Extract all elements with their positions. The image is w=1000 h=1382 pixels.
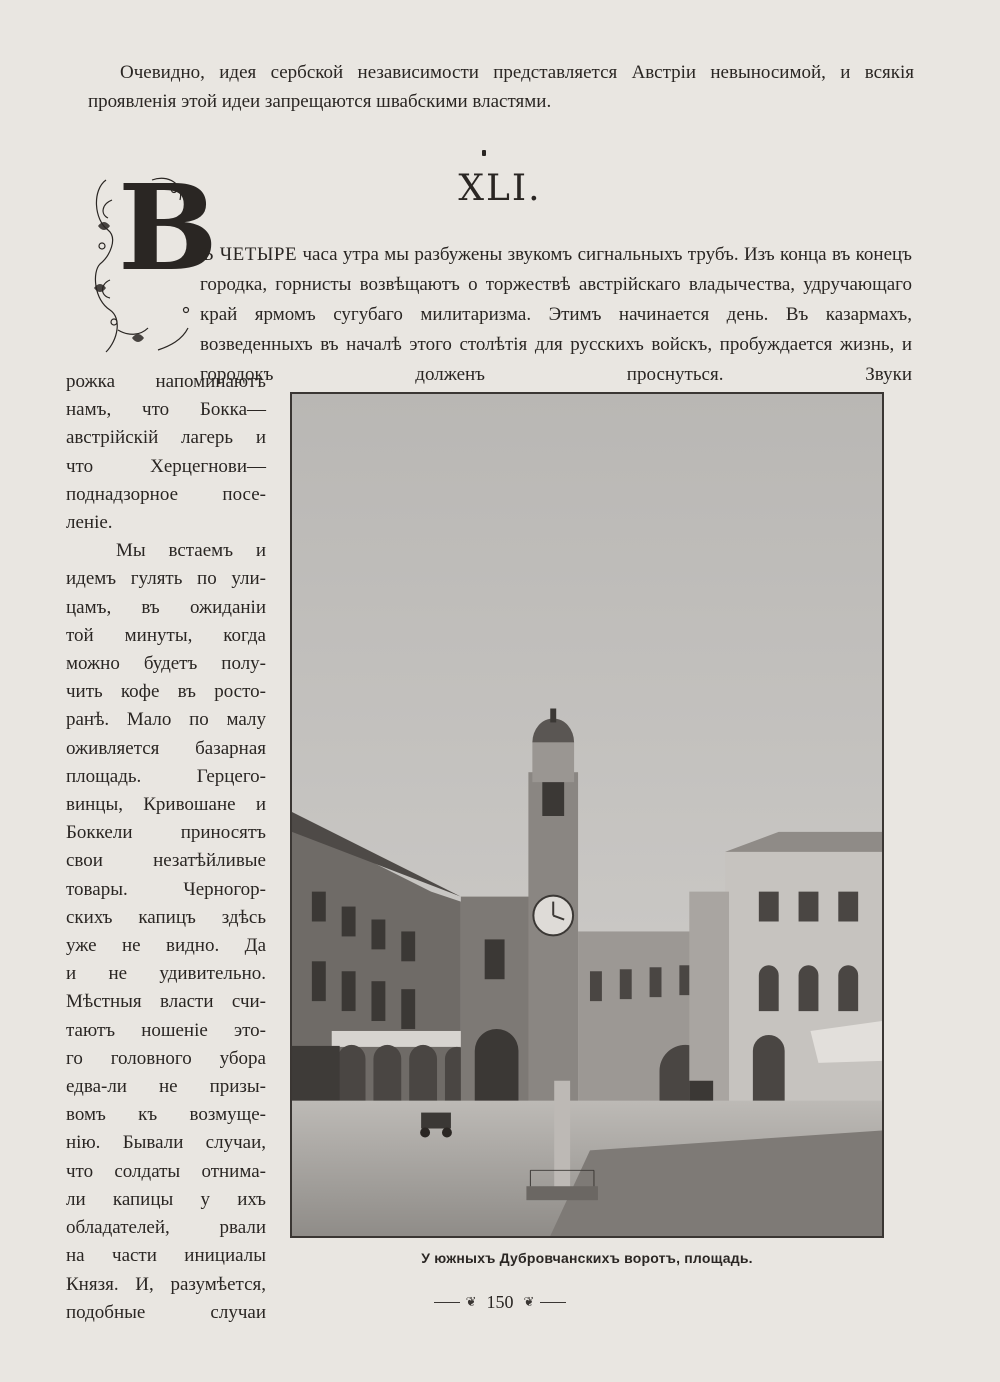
column-line: Князя. И, разумѣется,: [66, 1273, 266, 1295]
column-line: что солдаты отнима-: [66, 1160, 266, 1182]
column-line: винцы, Кривошане и: [66, 794, 266, 816]
column-line: вомъ къ возмуще-: [66, 1104, 266, 1126]
column-line: подобные случаи: [66, 1301, 266, 1323]
lead-caps: Ъ ЧЕТЫРЕ: [200, 244, 298, 265]
column-line: Мѣстныя власти счи-: [66, 991, 266, 1013]
column-line: идемъ гулять по ули-: [66, 568, 266, 590]
chapter-heading: XLI.: [458, 168, 542, 209]
column-line: площадь. Герцего-: [66, 765, 266, 787]
page-folio: [400, 1288, 600, 1316]
column-line: товары. Черногор-: [66, 878, 266, 900]
column-line: намъ, что Бокка—: [66, 399, 266, 421]
folio-ornament-left-icon: ❦: [465, 1294, 477, 1309]
column-line: чить кофе въ росто-: [66, 681, 266, 703]
column-paragraph-2: [66, 537, 266, 1327]
lead-text: часа утра мы разбужены звукомъ сигнальныхъ трубъ. Изъ конца въ конецъ городка, горнисты возвѣщаютъ о торжествѣ австрійскаго владычества, удручающаго край ярмомъ сугубаго милитаризма. Этимъ начинается день. Въ казармахъ, возведенныхъ въ началѣ этого столѣтія для русскихъ войскъ, пробуждается жизнь, и городокъ долженъ проснуться. Звуки: [200, 244, 913, 385]
clock-tower-square-photo: [292, 394, 882, 1236]
photo-plate: [290, 392, 884, 1238]
column-line: австрійскій лагерь и: [66, 427, 266, 449]
column-line: леніе.: [66, 512, 113, 534]
column-line: что Херцегнови—: [66, 455, 266, 477]
column-line: поднадзорное посе-: [66, 483, 266, 505]
drop-cap-letter: В: [118, 158, 218, 297]
folio-rule-left: [434, 1302, 460, 1303]
column-line: го головного убора: [66, 1047, 266, 1069]
column-line: той минуты, когда: [66, 624, 266, 646]
folio-ornament-right-icon: ❦: [523, 1294, 535, 1309]
chapter-ornament-dot: [482, 150, 486, 156]
column-line: на части инициалы: [66, 1245, 266, 1267]
column-line: скихъ капицъ здѣсь: [66, 906, 266, 928]
column-line: цамъ, въ ожиданіи: [66, 596, 266, 618]
column-line: обладателей, рвали: [66, 1217, 266, 1239]
column-line: Боккели приносятъ: [66, 822, 266, 844]
folio-rule-right: [540, 1302, 566, 1303]
ornamental-drop-cap: [88, 158, 218, 360]
column-line: уже не видно. Да: [66, 935, 266, 957]
page-number: 150: [486, 1291, 514, 1312]
column-line: таютъ ношеніе это-: [66, 1019, 266, 1041]
photo-caption: У южныхъ Дубровчанскихъ воротъ, площадь.: [421, 1250, 753, 1266]
column-line: и не удивительно.: [66, 963, 266, 985]
column-line: едва-ли не призы-: [66, 1076, 266, 1098]
column-line: ли капицы у ихъ: [66, 1188, 266, 1210]
intro-paragraph: Очевидно, идея сербской независимости представляется Австріи невыносимой, и всякія проявленія этой идеи запрещаются швабскими властями.: [88, 62, 914, 112]
column-line: можно будетъ полу-: [66, 653, 266, 675]
column-line: свои незатѣйливые: [66, 850, 266, 872]
lead-paragraph: [200, 240, 912, 390]
column-paragraph-1: [66, 368, 266, 509]
column-line: ранѣ. Мало по малу: [66, 709, 266, 731]
column-line: Мы встаемъ и: [116, 540, 266, 562]
column-line: оживляется базарная: [66, 737, 266, 759]
column-line: рожка напоминаютъ: [66, 371, 266, 392]
column-line: нію. Бывали случаи,: [66, 1132, 266, 1154]
left-text-column: [66, 368, 266, 1327]
